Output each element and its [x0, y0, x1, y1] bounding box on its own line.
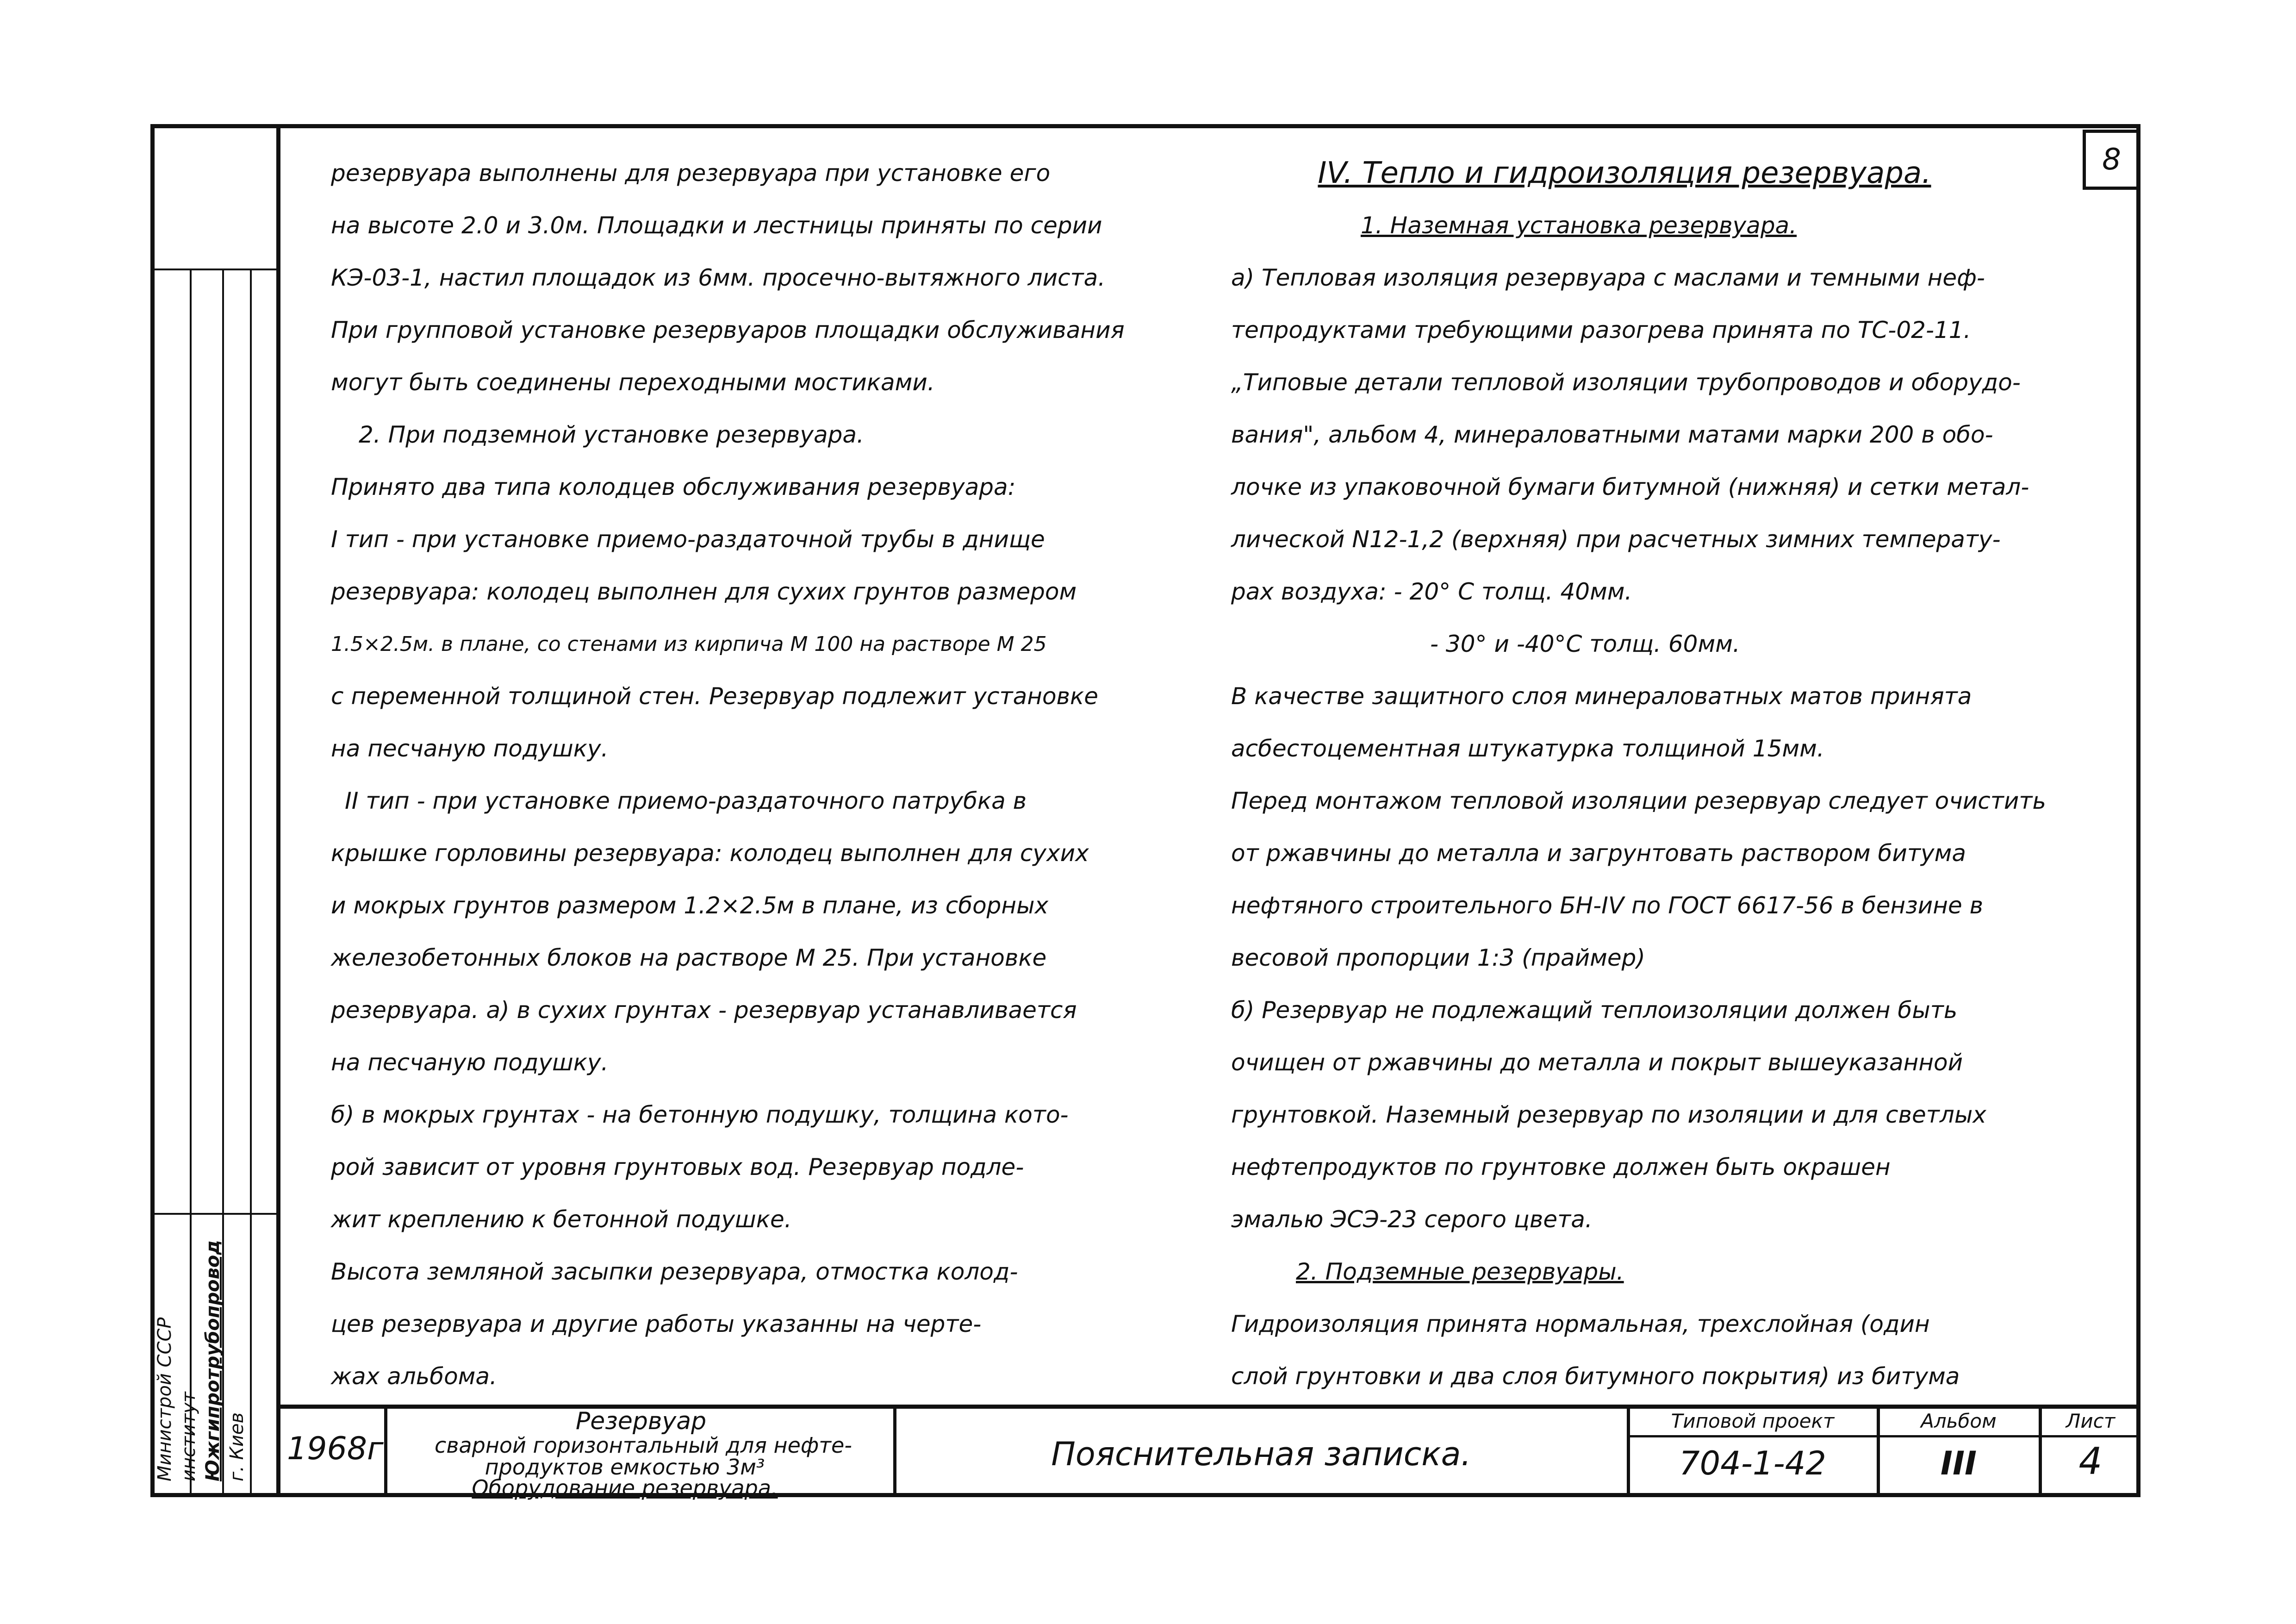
- text-line: асбестоцементная штукатурка толщиной 15мм.: [1231, 735, 1824, 762]
- text-line: весовой пропорции 1:3 (праймер): [1231, 944, 1645, 971]
- title-block-divider: [384, 1405, 387, 1497]
- text-line: резервуара: колодец выполнен для сухих грунтов размером: [331, 578, 1077, 605]
- right-text-column: [1231, 147, 2134, 1403]
- text-line: на песчаную подушку.: [331, 735, 609, 762]
- sheet-index: 4: [2078, 1440, 2103, 1483]
- year: 1968г: [287, 1430, 384, 1467]
- text-line: резервуара выполнены для резервуара при установке его: [331, 160, 1051, 187]
- sheet-label: Лист: [2066, 1410, 2116, 1432]
- left-text-column: [331, 147, 1192, 1403]
- text-line: могут быть соединены переходными мостиками.: [331, 369, 935, 396]
- project-number: 704-1-42: [1679, 1444, 1826, 1482]
- subsection-title: 1. Наземная установка резервуара.: [1361, 212, 1797, 239]
- document-name: Пояснительная записка.: [1051, 1435, 1471, 1473]
- text-line: тепродуктами требующими разогрева принята по ТС-02-11.: [1231, 317, 1971, 344]
- text-line: с переменной толщиной стен. Резервуар подлежит установке: [331, 683, 1098, 710]
- text-line: вания", альбом 4, минераловатными матами марки 200 в обо-: [1231, 421, 1993, 448]
- text-line: Перед монтажом тепловой изоляции резервуар следует очистить: [1231, 787, 2046, 814]
- text-line: Гидроизоляция принята нормальная, трехслойная (один: [1231, 1311, 1930, 1337]
- strip-separator: [150, 1213, 280, 1215]
- subsection-title: 2. Подземные резервуары.: [1296, 1258, 1624, 1285]
- title-block-divider: [2039, 1405, 2042, 1497]
- text-line: нефтепродуктов по грунтовке должен быть окрашен: [1231, 1154, 1891, 1181]
- object-subtitle: Оборудование резервуара.: [472, 1475, 778, 1500]
- text-line: I тип - при установке приемо-раздаточной трубы в днище: [331, 526, 1045, 553]
- institute-label: институт: [178, 1392, 199, 1481]
- text-line: II тип - при установке приемо-раздаточного патрубка в: [345, 787, 1027, 814]
- title-block-divider: [893, 1405, 896, 1497]
- text-line: грунтовкой. Наземный резервуар по изоляции и для светлых: [1231, 1101, 1986, 1128]
- section-heading: 2. При подземной установке резервуара.: [359, 421, 864, 448]
- album-number: III: [1940, 1444, 1977, 1482]
- text-line: При групповой установке резервуаров площадки обслуживания: [331, 317, 1125, 344]
- text-line: железобетонных блоков на растворе М 25. При установке: [331, 944, 1047, 971]
- text-line: эмалью ЭСЭ-23 серого цвета.: [1231, 1206, 1593, 1233]
- text-line: рой зависит от уровня грунтовых вод. Резервуар подле-: [331, 1154, 1024, 1181]
- text-line: а) Тепловая изоляция резервуара с маслами и темными неф-: [1231, 264, 1985, 291]
- ministry-label: Министрой СССР: [154, 1317, 175, 1481]
- section-title: IV. Тепло и гидроизоляция резервуара.: [1318, 156, 1931, 190]
- title-block-header-line: [1627, 1435, 2140, 1437]
- text-line: Принято два типа колодцев обслуживания резервуара:: [331, 474, 1016, 500]
- strip-separator: [150, 269, 280, 270]
- object-title: Резервуар: [575, 1407, 707, 1435]
- text-line: на песчаную подушку.: [331, 1049, 609, 1076]
- text-line: от ржавчины до металла и загрунтовать раствором битума: [1231, 840, 1966, 867]
- object-description: сварной горизонтальный для нефте-: [435, 1433, 852, 1458]
- text-line: резервуара. а) в сухих грунтах - резервуар устанавливается: [331, 997, 1077, 1024]
- text-line: 1.5×2.5м. в плане, со стенами из кирпича М 100 на растворе М 25: [331, 632, 1047, 656]
- text-line: В качестве защитного слоя минераловатных матов принята: [1231, 683, 1972, 710]
- title-block-divider: [1877, 1405, 1880, 1497]
- text-line: б) в мокрых грунтах - на бетонную подушку, толщина кото-: [331, 1101, 1069, 1128]
- album-label: Альбом: [1921, 1410, 1997, 1432]
- text-line: рах воздуха: - 20° С толщ. 40мм.: [1231, 578, 1632, 605]
- text-line: жах альбома.: [331, 1363, 497, 1390]
- text-line: Высота земляной засыпки резервуара, отмостка колод-: [331, 1258, 1018, 1285]
- text-line: очищен от ржавчины до металла и покрыт вышеуказанной: [1231, 1049, 1963, 1076]
- sheet-number: 8: [2083, 130, 2140, 190]
- text-line: на высоте 2.0 и 3.0м. Площадки и лестницы приняты по серии: [331, 212, 1102, 239]
- strip-subdivider: [250, 269, 252, 1495]
- organization-stamp: [153, 1222, 248, 1481]
- text-line: жит креплению к бетонной подушке.: [331, 1206, 792, 1233]
- text-line: - 30° и -40°С толщ. 60мм.: [1430, 631, 1740, 657]
- title-block-divider: [1627, 1405, 1630, 1497]
- text-line: и мокрых грунтов размером 1.2×2.5м в плане, из сборных: [331, 892, 1049, 919]
- text-line: слой грунтовки и два слоя битумного покрытия) из битума: [1231, 1363, 1960, 1390]
- text-line: КЭ-03-1, настил площадок из 6мм. просечно-вытяжного листа.: [331, 264, 1106, 291]
- object-description: продуктов емкостью 3м³: [485, 1455, 765, 1480]
- strip-divider: [276, 124, 280, 1497]
- text-line: лочке из упаковочной бумаги битумной (нижняя) и сетки метал-: [1231, 474, 2029, 500]
- text-line: крышке горловины резервуара: колодец выполнен для сухих: [331, 840, 1089, 867]
- project-label: Типовой проект: [1671, 1410, 1835, 1432]
- institute-name: Южгипротрубопровод: [202, 1240, 224, 1481]
- text-line: „Типовые детали тепловой изоляции трубопроводов и оборудо-: [1231, 369, 2021, 396]
- text-line: цев резервуара и другие работы указанны на черте-: [331, 1311, 982, 1337]
- text-line: б) Резервуар не подлежащий теплоизоляции должен быть: [1231, 997, 1958, 1024]
- text-line: лической N12-1,2 (верхняя) при расчетных зимних температу-: [1231, 526, 2001, 553]
- text-line: нефтяного строительного БН-IV по ГОСТ 6617-56 в бензине в: [1231, 892, 1984, 919]
- city-label: г. Киев: [226, 1412, 248, 1481]
